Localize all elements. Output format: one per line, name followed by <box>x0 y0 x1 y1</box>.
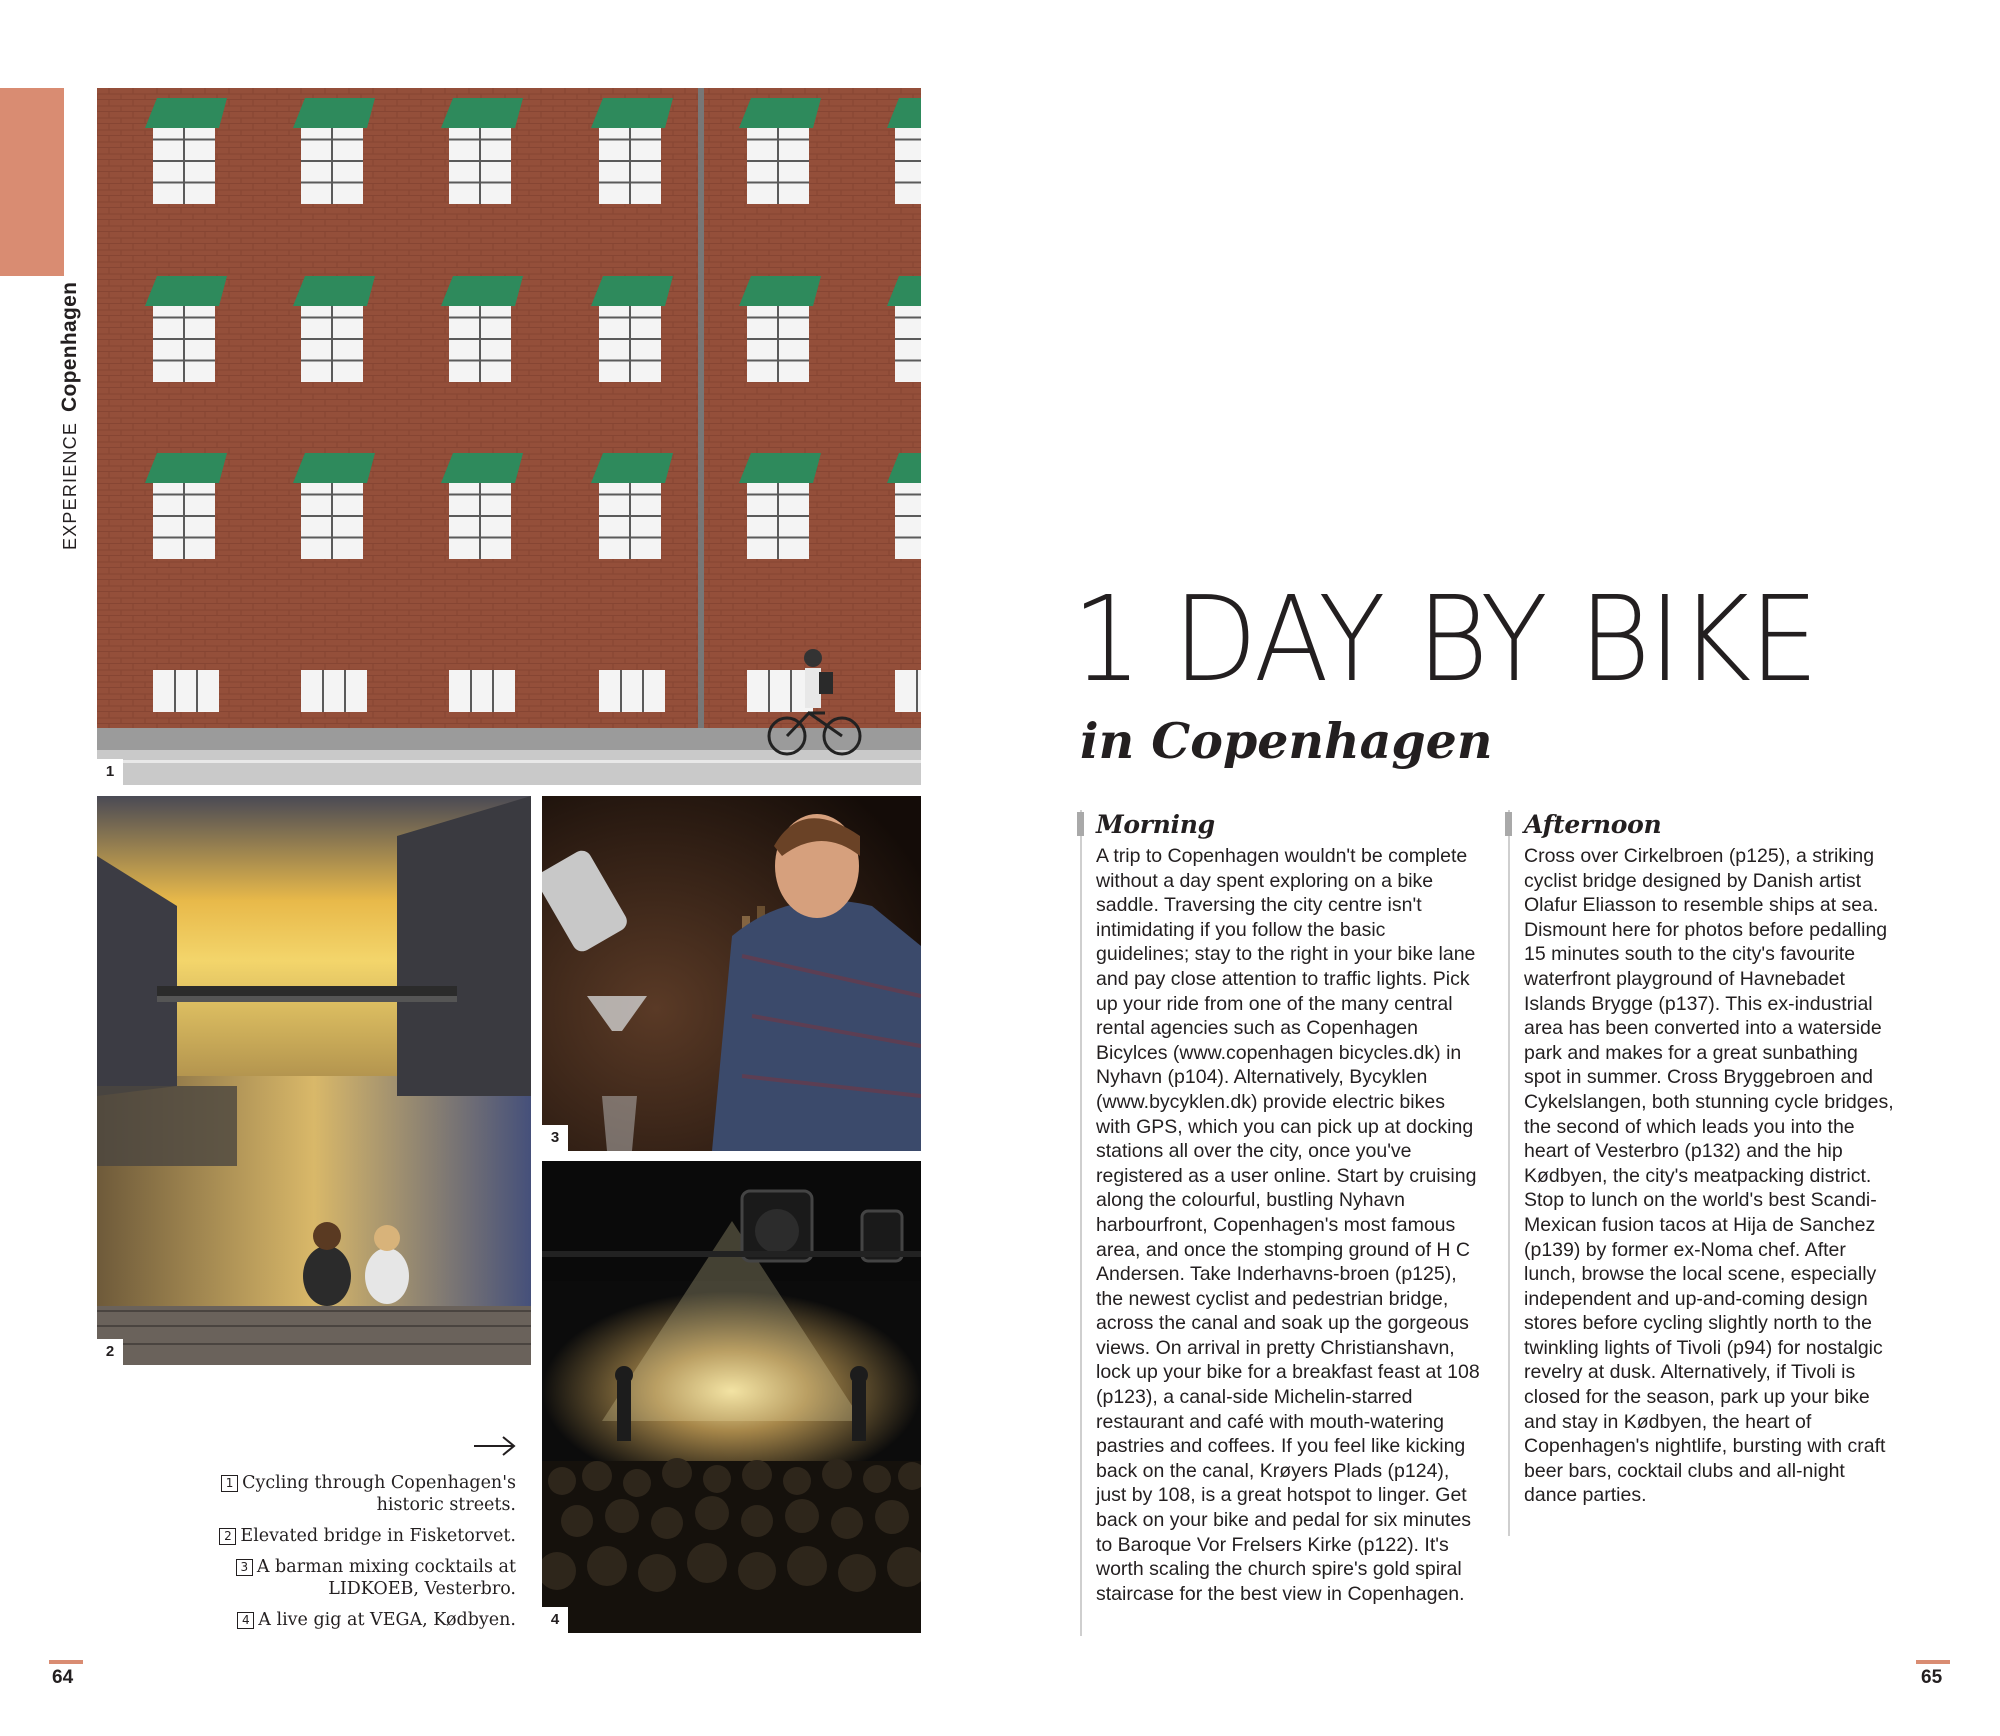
photo-barman-cocktail <box>542 796 921 1151</box>
section-marker <box>1505 812 1512 836</box>
afternoon-section <box>1508 810 1900 1536</box>
page-subtitle: in Copenhagen <box>1080 712 1493 770</box>
page-title: 1 DAY BY BIKE <box>1072 570 1817 708</box>
caption-1: 1 Cycling through Copenhagen's historic streets. <box>200 1472 516 1516</box>
folio-bar-left <box>49 1660 83 1664</box>
photo-number: 4 <box>542 1607 568 1633</box>
section-color-tab <box>0 88 64 276</box>
caption-3: 3 A barman mixing cocktails at LIDKOEB, Vesterbro. <box>200 1556 516 1600</box>
afternoon-body: Cross over Cirkelbroen (p125), a striking cyclist bridge designed by Danish artist Olafur Eliasson to resemble ships at sea. Dismount here for photos before pedalling 15 minutes south to the city's favourite waterfront playground of Havnebadet Islands Brygge (p137). This ex-industrial area has been converted into a waterside park and makes for a great sunbathing spot in summer. Cross Bryggebroen and Cykelslangen, both stunning cycle bridges, the second of which leads you into the heart of Vesterbro (p132) and the hip Kødbyen, the city's meatpacking district. Stop to lunch on the world's best Scandi-Mexican fusion tacos at Hija de Sanchez (p139) by former ex-Noma chef. After lunch, browse the local scene, especially independent and up-and-coming design stores before cycling slightly north to the twinkling lights of Tivoli (p94) for nostalgic revelry at dusk. Alternatively, if Tivoli is closed for the season, park up your bike and stay in Kødbyen, the heart of Copenhagen's nightlife, bursting with craft beer bars, cocktail clubs and all-night dance parties. <box>1524 845 1894 1507</box>
photo-live-concert <box>542 1161 921 1633</box>
running-head-city: Copenhagen <box>58 281 81 412</box>
morning-heading: Morning <box>1096 810 1215 839</box>
page-number-right: 65 <box>1921 1667 1943 1688</box>
running-head <box>58 282 82 550</box>
photo-number: 3 <box>542 1125 568 1151</box>
caption-4: 4 A live gig at VEGA, Kødbyen. <box>200 1609 516 1631</box>
morning-section <box>1080 810 1480 1636</box>
morning-body: A trip to Copenhagen wouldn't be complete without a day spent exploring on a bike saddle. Traversing the city centre isn't intimidating if you follow the basic guidelines; stay to the right in your bike lane and pay close attention to traffic lights. Pick up your ride from one of the many central rental agencies such as Copenhagen Bicylces (www.copenhagen bicycles.dk) in Nyhavn (p104). Alternatively, Bycyklen (www.bycyklen.dk) provide electric bikes with GPS, which you can pick up at docking stations all over the city, once you've registered as a user online. Start by cruising along the colourful, bustling Nyhavn harbourfront, Copenhagen's most famous area, and once the stomping ground of H C Andersen. Take Inderhavns-broen (p125), the newest cyclist and pedestrian bridge, across the canal and soak up the gorgeous views. On arrival in pretty Christianshavn, lock up your bike for a breakfast feast at 108 (p123), a canal-side Michelin-starred restaurant and café with mouth-watering pastries and coffees. If you feel like kicking back on the canal, Krøyers Plads (p124), just by 108, is a great hotspot to linger. Get back on your bike and pedal for six minutes to Baroque Vor Frelsers Kirke (p122). It's worth scaling the church spire's gold spiral staircase for the best view in Copenhagen. <box>1096 845 1480 1605</box>
photo-number: 2 <box>97 1339 123 1365</box>
afternoon-heading: Afternoon <box>1524 810 1662 839</box>
page-number-left: 64 <box>52 1667 74 1688</box>
section-marker <box>1077 812 1084 836</box>
photo-number: 1 <box>97 759 123 785</box>
arrow-right-icon <box>473 1434 517 1458</box>
running-head-section: EXPERIENCE <box>60 421 80 550</box>
caption-2: 2 Elevated bridge in Fisketorvet. <box>200 1525 516 1547</box>
photo-bridge-sunset <box>97 796 531 1365</box>
folio-bar-right <box>1916 1660 1950 1664</box>
photo-building-cyclist <box>97 88 921 785</box>
crowd <box>542 1458 921 1633</box>
photo-captions <box>200 1472 516 1640</box>
